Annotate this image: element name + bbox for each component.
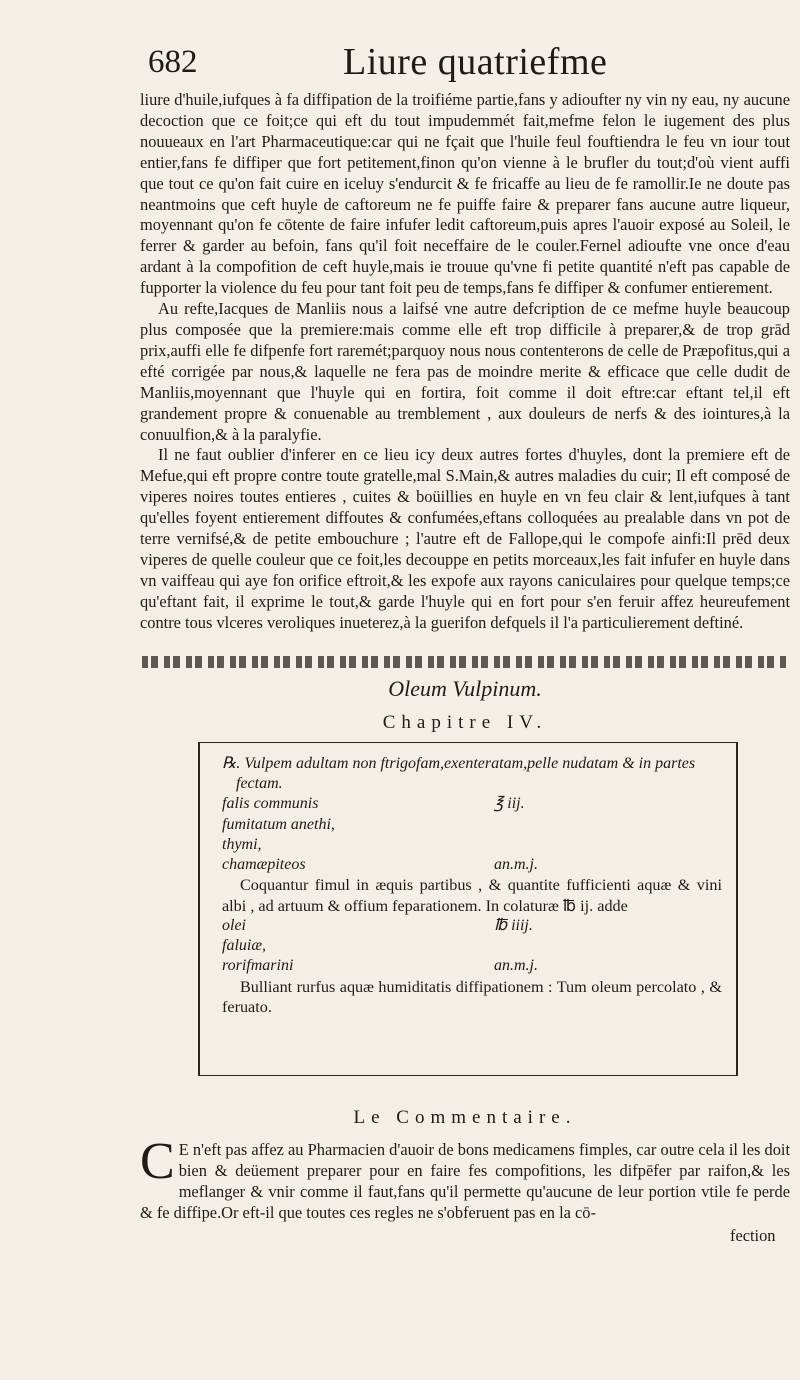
recipe-instruction: Coquantur fimul in æquis partibus , & quantite fufficienti aquæ & vini albi , ad artuum & offium feparationem. In colaturæ ℔ ij. adde (222, 876, 722, 915)
ingredient-name: rorifmarini (222, 957, 294, 975)
drop-cap: C (140, 1133, 175, 1190)
section-title: Oleum Vulpinum. (388, 676, 542, 701)
ingredient-name: olei (222, 916, 246, 934)
ingredient-name: chamæpiteos (222, 855, 306, 873)
ingredient-quantity: ℔ iiij. (494, 916, 533, 934)
recipe-ingredient (222, 855, 722, 875)
commentary-heading: Le Commentaire. (353, 1107, 577, 1128)
commentary-paragraph (140, 1133, 790, 1224)
commentary-text (140, 1133, 790, 1224)
ingredient-quantity: an.m.j. (494, 855, 538, 873)
commentary-body: E n'eft pas affez au Pharmacien d'auoir de bons medicamens fimples, car outre cela il les doit bien & deüement preparer pour en faire fes compofitions, les difpēfer par raifon,& les meflanger & vnir comme il faut,fans qu'il permette qu'aucune de leur portion vtile fe perde & fe diffipe.Or eft-il que toutes ces regles ne s'obferuent pas en la cō- (140, 1140, 790, 1222)
body-text (140, 90, 790, 634)
recipe-line: ℞. Vulpem adultam non ftrigofam,exenteratam,pelle nudatam & in partes (222, 755, 696, 772)
recipe-line: fectam. (236, 775, 283, 793)
recipe-ingredient: faluiæ, (222, 937, 267, 955)
recipe-ingredient (222, 916, 722, 936)
page-number: 682 (148, 44, 198, 80)
chapter-heading: Chapitre IV. (382, 712, 548, 733)
ornament-divider (142, 656, 788, 668)
recipe-ingredient (222, 794, 722, 814)
page-header (148, 40, 788, 88)
recipe-ingredient: fumitatum anethi, (222, 815, 335, 833)
running-title: Liure quatriefme (343, 41, 608, 83)
ingredient-quantity: an.m.j. (494, 957, 538, 975)
recipe-ingredient: thymi, (222, 835, 262, 853)
paragraph-3: Il ne faut oublier d'inferer en ce lieu icy deux autres fortes d'huyles, dont la premiere eft de Mefue,qui eft propre contre toute gratelle,mal S.Main,& autres maladies du cuir; Il eft composé de viperes noires toutes entieres , cuites & boüillies en huyle en vn feu clair & lent,iufques à tant qu'elles foyent entierement diffoutes & confumées,eftans colloquées au prealable dans vn pot de terre vernifsé,& de petite embouchure ; l'autre eft de Fallope,qui le compofe ainfi:Il prēd deux viperes de quelle couleur que ce foit,les decouppe en petits morceaux,les fait infufer en huyle dans vn vaiffeau qui aye fon orifice eftroit,& les expofe aux rayons caniculaires pour quelque temps;ce qu'eftant fait, il exprime le tout,& garde l'huyle qui en fort pour s'en feruir affez heureufement contre tous vlceres veroliques inueterez,à la guerifon defquels il l'a particulierement deftiné. (140, 445, 790, 632)
recipe-block (222, 754, 722, 1017)
recipe-ingredient (222, 956, 722, 976)
ingredient-name: falis communis (222, 795, 319, 813)
paragraph-2: Au refte,Iacques de Manliis nous a laifsé vne autre defcription de ce mefme huyle beaucoup plus composée que la premiere:mais comme elle eft trop difficile à preparer,& de trop grād prix,auffi elle fe difpenfe fort raremét;parquoy nous nous contenterons de celle de Præpofitus,qui a efté corrigée par nous,& laquelle ne fera pas de moindre merite & efficace que celle dudit de Manliis,moyennant que l'huyle qui en fortira, foit comme il doit eftre:car eftant tel,il eft grandement propre & conuenable au tremblement , aux douleurs de nerfs & des iointures,à la conuulfion,& à la paralyfie. (140, 299, 790, 444)
paragraph-1: liure d'huile,iufques à fa diffipation de la troifiéme partie,fans y adioufter ny vin ny eau, ny aucune decoction que ce foit;ce qui eft du tout impudemmét fait,mefme felon le iugement des plus nouueaux en l'art Pharmaceutique:car qui ne fçait que l'huile feul fouftiendra le feu vn iour tout entier,fans fe diffiper que fort petitement,finon qu'on vienne à le brufler du tout;d'où vient auffi que tout ce qu'on fait cuire en iceluy s'endurcit & fe fricaffe au lieu de fe ramollir.Ie ne doute pas neantmoins que ceft huyle de caftoreum ne fe puiffe faire & preparer fans aucune autre liqueur, moyennant qu'on fe cōtente de faire infufer ledit caftoreum,puis apres l'auoir exposé au Soleil, le ferrer & garder au befoin, fans qu'il foit neceffaire de le couler.Fernel adioufte vne once d'eau ardant à la compofition de ceft huyle,mais ie trouue qu'vne fi petite quantité n'eft pas capable de fupporter la violence du feu pour tant foit peu de temps,fans fe diffiper & confumer entierement. (140, 90, 790, 298)
catchword: fection (730, 1226, 776, 1245)
recipe-instruction: Bulliant rurfus aquæ humiditatis diffipationem : Tum oleum percolato , & feruato. (222, 977, 722, 1016)
ingredient-quantity: ℥ iij. (494, 795, 525, 813)
